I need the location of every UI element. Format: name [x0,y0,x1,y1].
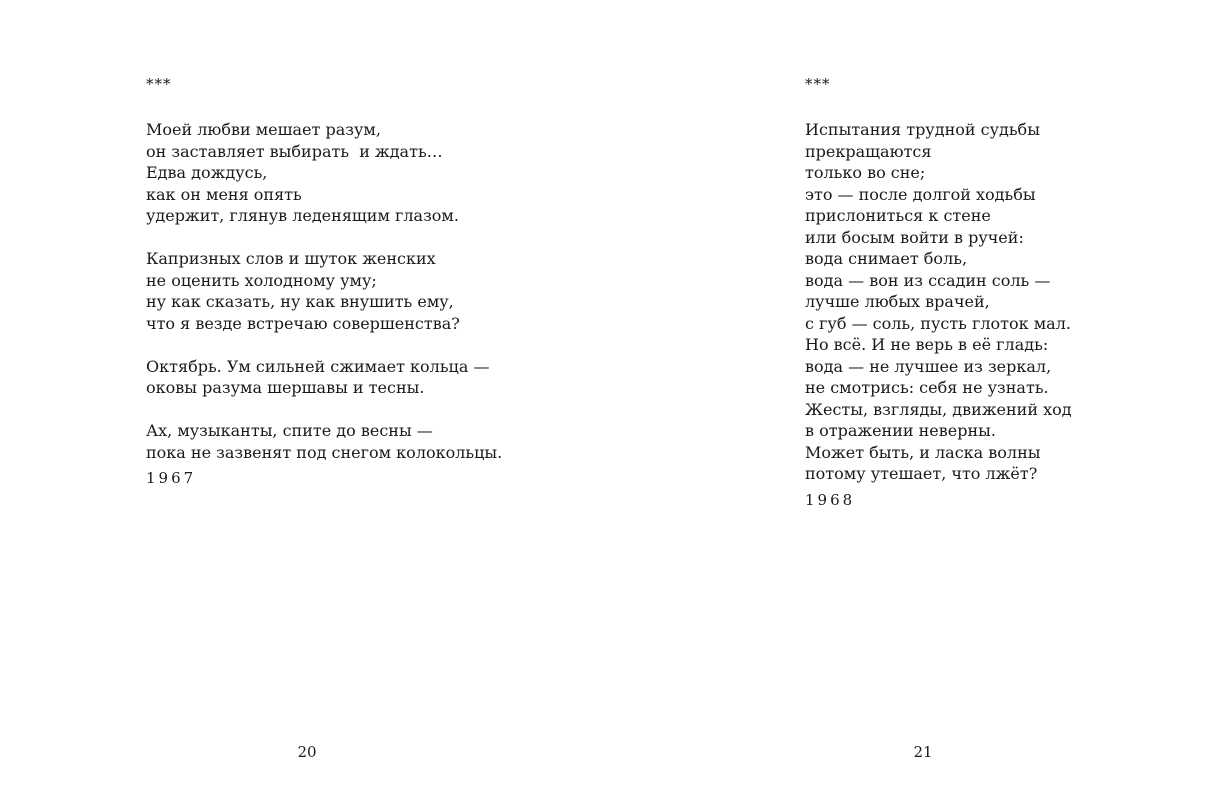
poem-line: вода — вон из ссадин соль — [805,270,1051,290]
poem-line: не смотрись: себя не узнать. [805,378,1049,397]
poem-line: в отражении неверны. [805,421,996,440]
poem-line: не оценить холодному уму; [146,270,377,290]
poem-line: оковы разума шершавы и тесны. [146,378,425,397]
poem-line: Ах, музыканты, спите до весны — [146,421,433,440]
poem-line: или босым войти в ручей: [805,227,1024,247]
poem-line: прекращаются [805,141,932,161]
poem-stanzas [146,119,502,463]
poem-line: прислониться к стене [805,206,991,225]
stanza [146,119,502,227]
stanza [146,420,502,463]
poem-line: ну как сказать, ну как внушить ему, [146,292,454,311]
poem-stanzas [805,119,1072,485]
poem-line: Октябрь. Ум сильней сжимает кольца — [146,356,490,376]
section-separator: *** [805,75,831,93]
stanza [146,248,502,334]
section-separator: *** [146,75,172,93]
poem-line: это — после долгой ходьбы [805,184,1036,204]
poem-left [146,74,502,488]
poem-line: Может быть, и ласка волны [805,442,1041,462]
poem-line: пока не зазвенят под снегом колокольцы. [146,442,503,462]
poem-line: только во сне; [805,163,926,182]
poem-line: как он меня опять [146,184,302,204]
poem-line: вода — не лучшее из зеркал, [805,356,1052,376]
poem-year: 1968 [805,490,856,509]
poem-line: Но всё. И не верь в её гладь: [805,335,1049,354]
poem-line: вода снимает боль, [805,249,968,268]
poem-line: Капризных слов и шуток женских [146,249,436,268]
poem-line: потому утешает, что лжёт? [805,464,1038,483]
poem-line: лучше любых врачей, [805,292,990,311]
poem-line: удержит, глянув леденящим глазом. [146,206,459,225]
poem-line: Испытания трудной судьбы [805,120,1040,139]
stanza [805,119,1072,485]
poem-line: он заставляет выбирать и ждать… [146,141,443,161]
poem-line: Моей любви мешает разум, [146,120,381,139]
page-number: 20 [297,743,317,761]
poem-line: что я везде встречаю совершенства? [146,313,460,333]
poem-line: Жесты, взгляды, движений ход [805,399,1072,419]
poem-line: Едва дождусь, [146,163,268,182]
poem-line: с губ — соль, пусть глоток мал. [805,313,1071,333]
page-number: 21 [913,743,933,761]
right-page [615,0,1230,800]
poem-right [805,74,1072,510]
stanza [146,356,502,399]
poem-year: 1967 [146,469,197,487]
